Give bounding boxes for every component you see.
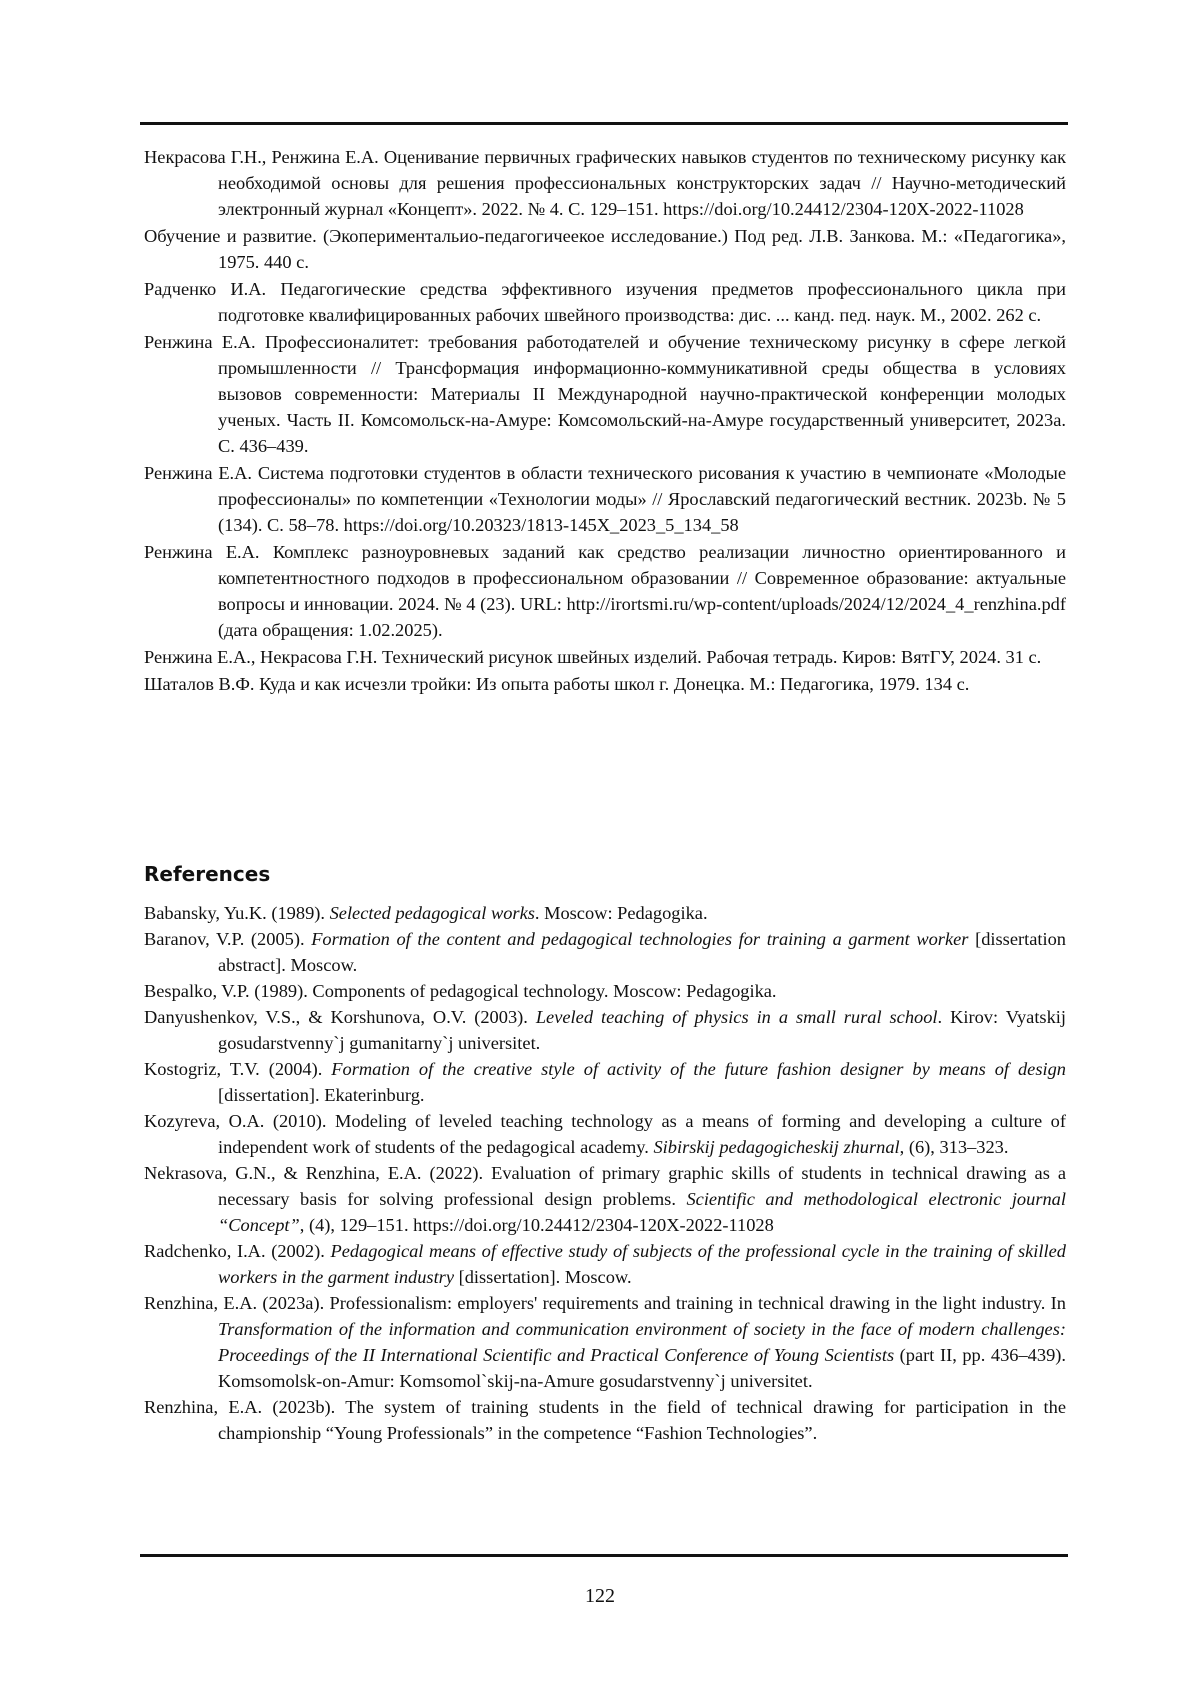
reference-item: Некрасова Г.Н., Ренжина Е.А. Оценивание первичных графических навыков студентов по техническому рисунку как необходимой основы для решения профессиональных конструкторских задач // Научно-методический электронный журнал «Концепт». 2022. № 4. С. 129–151. https://doi.org/10.24412/2304-120X-2022-11028 — [144, 144, 1066, 222]
reference-item — [144, 1238, 1066, 1290]
reference-item — [144, 1004, 1066, 1056]
reference-title: Selected pedagogical works — [330, 903, 535, 923]
page-number: 122 — [0, 1585, 1200, 1608]
reference-title: Transformation of the information and communication environment of society in the face of modern challenges: Proceedings of the II International Scientific and Practical Conference of Young Scientists — [218, 1319, 1066, 1365]
bottom-rule — [140, 1554, 1068, 1557]
reference-text: Kostogriz, T.V. (2004). — [144, 1059, 331, 1079]
reference-text: [dissertation]. Moscow. — [454, 1267, 632, 1287]
reference-item — [144, 1394, 1066, 1446]
english-reference-list — [144, 900, 1066, 1446]
reference-text: . Moscow: Pedagogika. — [535, 903, 708, 923]
reference-text: Babansky, Yu.K. (1989). — [144, 903, 330, 923]
reference-item: Ренжина Е.А. Профессионалитет: требования работодателей и обучение техническому рисунку в сфере легкой промышленности // Трансформация информационно-коммуникативной среды общества в условиях вызовов современности: Материалы II Международной научно-практической конференции молодых ученых. Часть II. Комсомольск-на-Амуре: Комсомольский-на-Амуре государственный университет, 2023a. С. 436–439. — [144, 329, 1066, 459]
reference-text: Renzhina, E.A. (2023a). Professionalism: employers' requirements and training in technical drawing in the light industry. In — [144, 1293, 1066, 1313]
reference-text: Danyushenkov, V.S., & Korshunova, O.V. (2003). — [144, 1007, 536, 1027]
reference-item: Обучение и развитие. (Экопериментальио-педагогичеекое исследование.) Под ред. Л.В. Занкова. М.: «Педагогика», 1975. 440 с. — [144, 223, 1066, 275]
reference-text: Renzhina, E.A. (2023b). The system of training students in the field of technical drawing for participation in the championship “Young Professionals” in the competence “Fashion Technologies”. — [144, 1397, 1066, 1443]
reference-text: [dissertation abstract]. Moscow. — [218, 929, 1066, 975]
reference-text: Radchenko, I.A. (2002). — [144, 1241, 330, 1261]
reference-item — [144, 1056, 1066, 1108]
reference-item — [144, 978, 1066, 1004]
reference-text: Bespalko, V.P. (1989). Components of pedagogical technology. Moscow: Pedagogika. — [144, 981, 777, 1001]
top-rule — [140, 122, 1068, 125]
reference-title: Sibirskij pedagogicheskij zhurnal — [653, 1137, 899, 1157]
reference-item: Шаталов В.Ф. Куда и как исчезли тройки: Из опыта работы школ г. Донецка. М.: Педагогика, 1979. 134 с. — [144, 671, 1066, 697]
reference-text: Baranov, V.P. (2005). — [144, 929, 311, 949]
reference-text: Nekrasova, G.N., & Renzhina, E.A. (2022). Evaluation of primary graphic skills of students in technical drawing as a necessary basis for solving professional design problems. — [144, 1163, 1066, 1209]
reference-text: . Kirov: Vyatskij gosudarstvenny`j gumanitarny`j universitet. — [218, 1007, 1066, 1053]
section-title: References — [144, 862, 270, 886]
reference-item — [144, 900, 1066, 926]
reference-item — [144, 1290, 1066, 1394]
reference-item — [144, 1160, 1066, 1238]
reference-item: Радченко И.А. Педагогические средства эффективного изучения предметов профессионального цикла при подготовке квалифицированных рабочих швейного производства: дис. ... канд. пед. наук. М., 2002. 262 с. — [144, 276, 1066, 328]
reference-item: Ренжина Е.А. Система подготовки студентов в области технического рисования к участию в чемпионате «Молодые профессионалы» по компетенции «Технологии моды» // Ярославский педагогический вестник. 2023b. № 5 (134). С. 58–78. https://doi.org/10.20323/1813-145X_2023_5_134_58 — [144, 460, 1066, 538]
reference-item — [144, 926, 1066, 978]
reference-text: , (4), 129–151. https://doi.org/10.24412/2304-120X-2022-11028 — [300, 1215, 774, 1235]
reference-text: Kozyreva, O.A. (2010). Modeling of leveled teaching technology as a means of forming and developing a culture of independent work of students of the pedagogical academy. — [144, 1111, 1066, 1157]
reference-item — [144, 1108, 1066, 1160]
reference-title: Leveled teaching of physics in a small rural school — [536, 1007, 938, 1027]
reference-title: Scientific and methodological electronic journal “Concept” — [218, 1189, 1066, 1235]
reference-title: Formation of the content and pedagogical technologies for training a garment worker — [311, 929, 968, 949]
reference-item: Ренжина Е.А., Некрасова Г.Н. Технический рисунок швейных изделий. Рабочая тетрадь. Киров: ВятГУ, 2024. 31 с. — [144, 644, 1066, 670]
reference-title: Pedagogical means of effective study of subjects of the professional cycle in the training of skilled workers in the garment industry — [218, 1241, 1066, 1287]
reference-title: Formation of the creative style of activity of the future fashion designer by means of design — [331, 1059, 1066, 1079]
reference-text: , (6), 313–323. — [900, 1137, 1009, 1157]
reference-text: (part II, pp. 436–439). Komsomolsk-on-Amur: Komsomol`skij-na-Amure gosudarstvenny`j universitet. — [218, 1345, 1066, 1391]
russian-reference-list — [144, 144, 1066, 698]
reference-item: Ренжина Е.А. Комплекс разноуровневых заданий как средство реализации личностно ориентированного и компетентностного подходов в профессиональном образовании // Современное образование: актуальные вопросы и инновации. 2024. № 4 (23). URL: http://irortsmi.ru/wp-content/uploads/2024/12/2024_4_renzhina.pdf (дата обращения: 1.02.2025). — [144, 539, 1066, 643]
reference-text: [dissertation]. Ekaterinburg. — [218, 1085, 425, 1105]
